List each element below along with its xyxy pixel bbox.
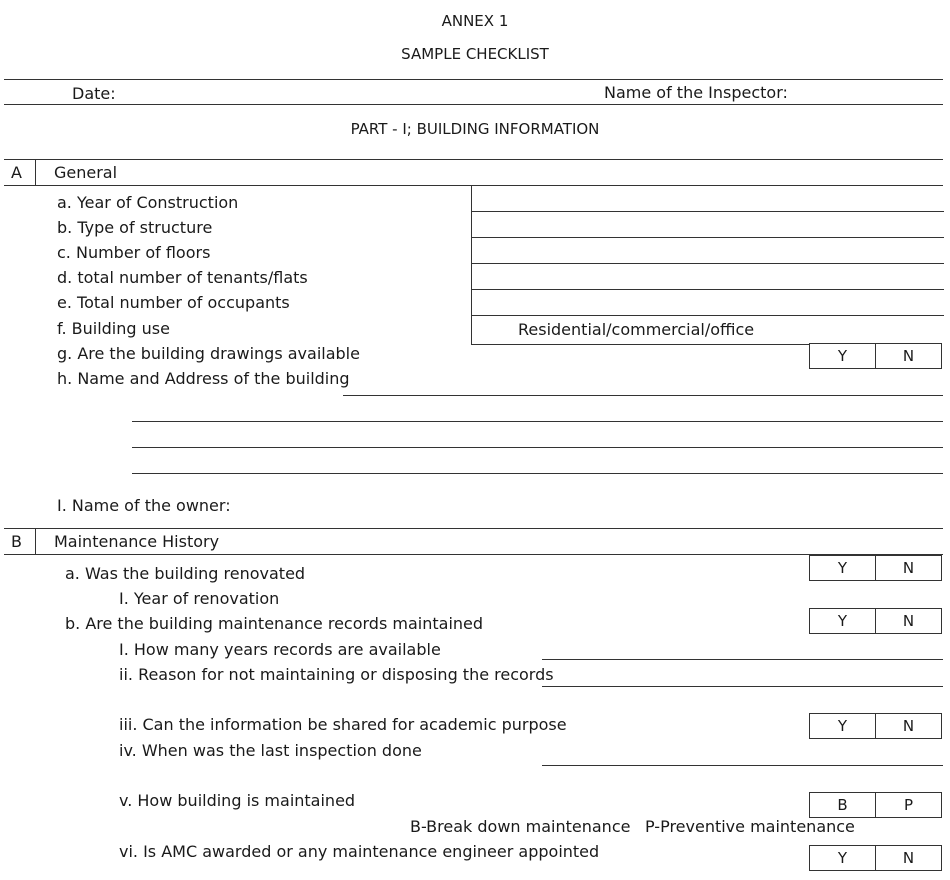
- breakdown-option[interactable]: B: [837, 796, 848, 814]
- section-a-top-border: [4, 159, 943, 160]
- item-type-of-structure: b. Type of structure: [57, 218, 213, 237]
- section-a-divider: [35, 159, 36, 185]
- item-years-records: I. How many years records are available: [119, 640, 441, 659]
- item-occupants: e. Total number of occupants: [57, 293, 290, 312]
- no-option[interactable]: N: [875, 609, 941, 633]
- section-a-letter: A: [11, 163, 22, 182]
- field-line-structure[interactable]: [472, 237, 944, 238]
- item-year-of-construction: a. Year of Construction: [57, 193, 239, 212]
- address-line-3[interactable]: [132, 447, 943, 448]
- no-option[interactable]: N: [875, 344, 941, 368]
- address-line-2[interactable]: [132, 421, 943, 422]
- page-title: SAMPLE CHECKLIST: [401, 45, 549, 63]
- amc-yn-box: [809, 845, 942, 871]
- last-inspection-line[interactable]: [542, 765, 943, 766]
- address-line-4[interactable]: [132, 473, 943, 474]
- item-how-maintained: v. How building is maintained: [119, 791, 356, 810]
- field-line-floors[interactable]: [472, 263, 944, 264]
- building-use-options[interactable]: Residential/commercial/office: [518, 320, 755, 339]
- field-line-occupants[interactable]: [472, 315, 944, 316]
- no-option[interactable]: N: [875, 556, 941, 580]
- item-tenants-flats: d. total number of tenants/flats: [57, 268, 308, 287]
- yes-option[interactable]: Y: [837, 717, 848, 735]
- item-amc-awarded: vi. Is AMC awarded or any maintenance engineer appointed: [119, 842, 600, 861]
- annex-label: ANNEX 1: [441, 12, 509, 30]
- maintenance-type-box: [809, 792, 942, 818]
- section-b-divider: [35, 528, 36, 554]
- yes-option[interactable]: Y: [837, 612, 848, 630]
- yes-option[interactable]: Y: [837, 849, 848, 867]
- no-option[interactable]: N: [875, 846, 941, 870]
- part-title: PART - I; BUILDING INFORMATION: [350, 120, 600, 138]
- section-b-top-border: [4, 528, 943, 529]
- item-number-of-floors: c. Number of floors: [57, 243, 211, 262]
- item-records-maintained: b. Are the building maintenance records maintained: [65, 614, 484, 633]
- item-building-use: f. Building use: [57, 319, 170, 338]
- drawings-yn-box: [809, 343, 942, 369]
- yes-option[interactable]: Y: [837, 559, 848, 577]
- item-last-inspection: iv. When was the last inspection done: [119, 741, 422, 760]
- item-year-of-renovation: I. Year of renovation: [119, 589, 280, 608]
- field-line-year[interactable]: [472, 211, 944, 212]
- years-records-line[interactable]: [542, 659, 943, 660]
- legend-preventive: P-Preventive maintenance: [645, 817, 855, 836]
- item-renovated: a. Was the building renovated: [65, 564, 306, 583]
- section-a-heading: General: [54, 163, 118, 182]
- section-b-heading: Maintenance History: [54, 532, 220, 551]
- no-option[interactable]: N: [875, 714, 941, 738]
- item-share-academic: iii. Can the information be shared for academic purpose: [119, 715, 567, 734]
- section-b-letter: B: [11, 532, 22, 551]
- item-owner-name: I. Name of the owner:: [57, 496, 231, 515]
- legend-breakdown: B-Break down maintenance: [410, 817, 631, 836]
- yes-option[interactable]: Y: [837, 347, 848, 365]
- share-yn-box: [809, 713, 942, 739]
- date-label: Date:: [72, 84, 116, 103]
- item-reason-not-maintaining: ii. Reason for not maintaining or disposing the records: [119, 665, 554, 684]
- field-line-tenants[interactable]: [472, 289, 944, 290]
- renovated-yn-box: [809, 555, 942, 581]
- preventive-option[interactable]: P: [875, 793, 941, 817]
- item-drawings-available: g. Are the building drawings available: [57, 344, 360, 363]
- address-line-1[interactable]: [343, 395, 943, 396]
- reason-line[interactable]: [542, 686, 943, 687]
- divider: [4, 79, 943, 80]
- divider: [4, 104, 943, 105]
- inspector-label: Name of the Inspector:: [604, 83, 788, 102]
- section-b-bottom-border: [4, 554, 943, 555]
- field-line-building-use: [472, 344, 810, 345]
- item-name-address: h. Name and Address of the building: [57, 369, 350, 388]
- records-yn-box: [809, 608, 942, 634]
